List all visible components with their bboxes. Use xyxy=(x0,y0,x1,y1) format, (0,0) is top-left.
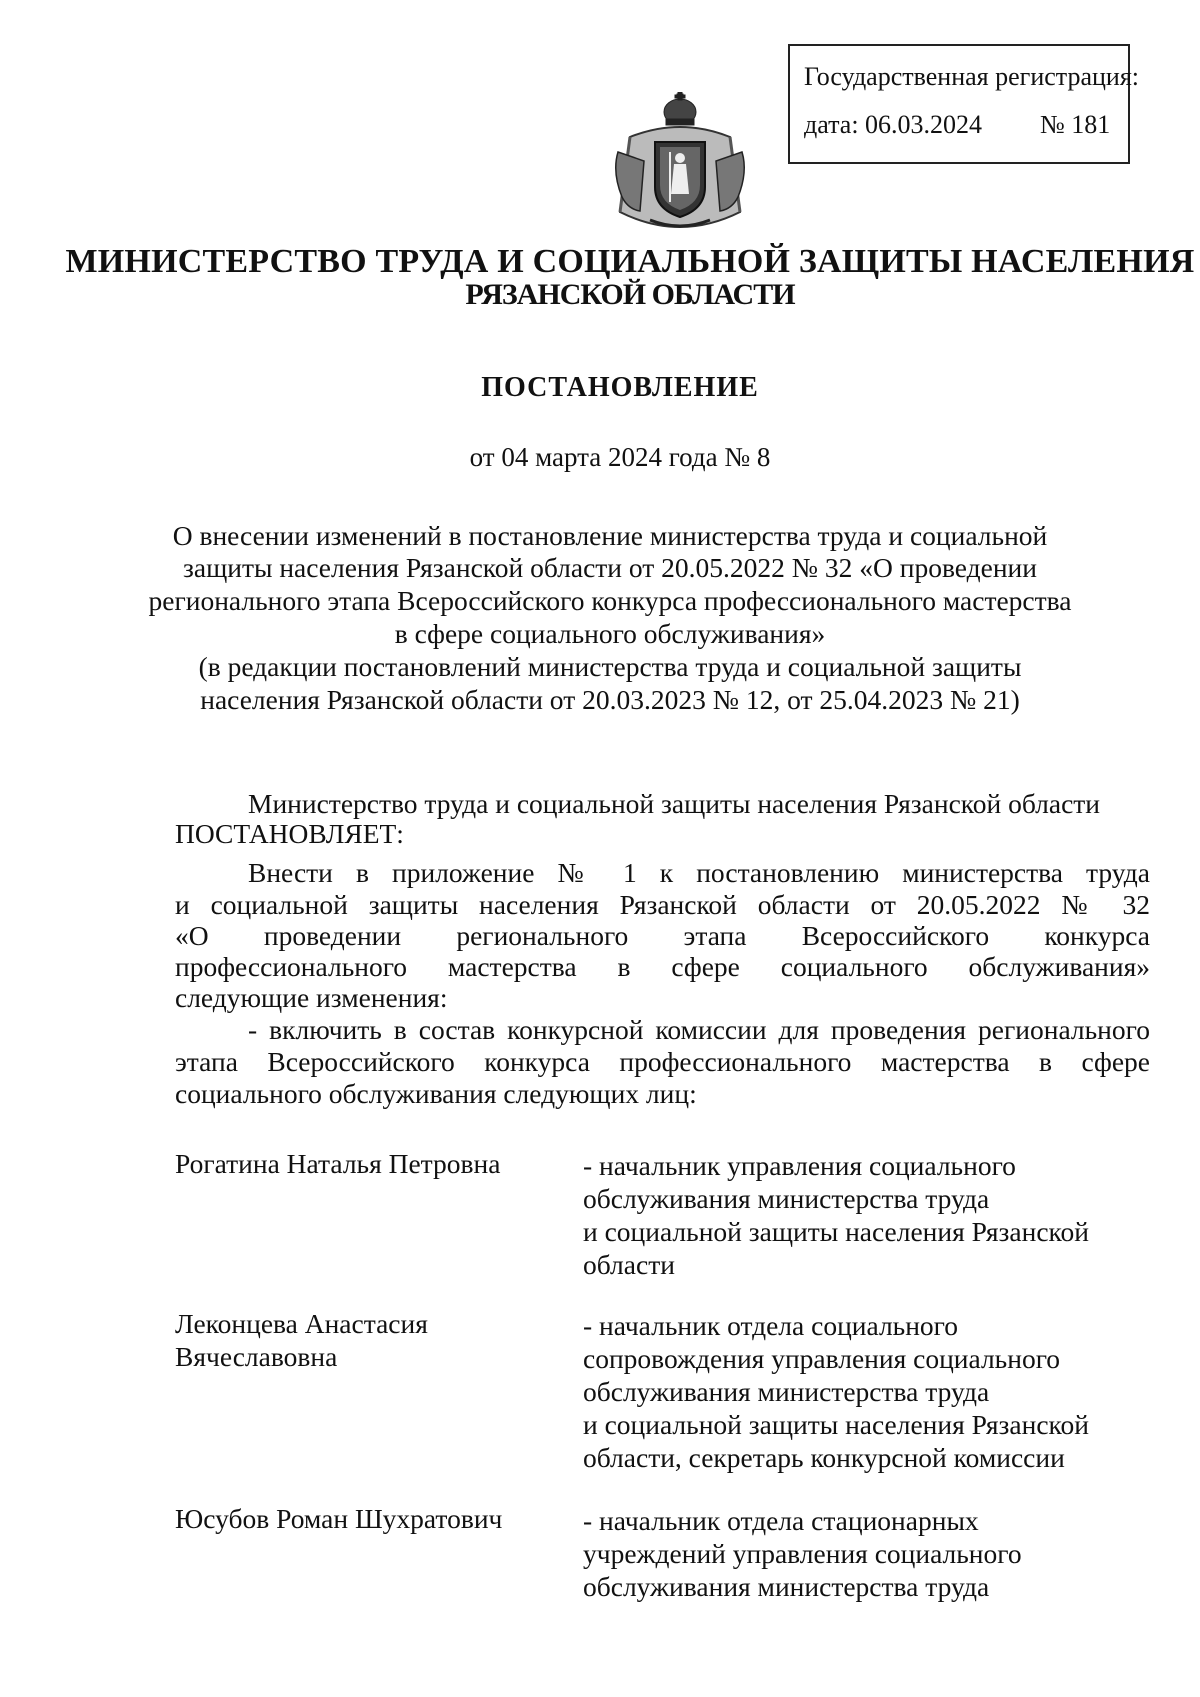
subject-line: (в редакции постановлений министерства труда и социальной защиты xyxy=(198,651,1022,682)
document-date: от 04 марта 2024 года № 8 xyxy=(469,442,771,472)
preamble-line: Министерство труда и социальной защиты населения Рязанской области xyxy=(248,788,1101,819)
member-name: Леконцева Анастасия xyxy=(175,1308,428,1339)
member-role-line: обслуживания министерства труда xyxy=(583,1571,990,1602)
registration-title: Государственная регистрация: xyxy=(804,62,1140,91)
document-type: ПОСТАНОВЛЕНИЕ xyxy=(481,372,759,403)
member-role-line: обслуживания министерства труда xyxy=(583,1376,990,1407)
registration-stamp xyxy=(788,44,1140,164)
subject-line: регионального этапа Всероссийского конкурса профессионального мастерства xyxy=(148,585,1072,616)
paragraph-line: следующие изменения: xyxy=(175,982,448,1013)
member-name: Рогатина Наталья Петровна xyxy=(175,1148,501,1179)
ryazan-coat-of-arms-icon xyxy=(600,92,760,242)
subject-line: О внесении изменений в постановление министерства труда и социальной xyxy=(172,520,1048,551)
subject-line: населения Рязанской области от 20.03.2023 № 12, от 25.04.2023 № 21) xyxy=(200,684,1020,715)
paragraph-line: профессионального мастерства в сфере социального обслуживания» xyxy=(175,951,1150,982)
subject-line: в сфере социального обслуживания» xyxy=(394,618,826,649)
subject-line: защиты населения Рязанской области от 20.05.2022 № 32 «О проведении xyxy=(183,552,1037,583)
member-role-line: - начальник управления социального xyxy=(583,1150,1016,1181)
paragraph-line: социального обслуживания следующих лиц: xyxy=(175,1078,697,1109)
member-role-line: сопровождения управления социального xyxy=(583,1343,1061,1374)
paragraph-line: этапа Всероссийского конкурса профессионального мастерства в сфере xyxy=(175,1046,1150,1077)
paragraph-line: Внести в приложение № 1 к постановлению министерства труда xyxy=(248,857,1150,888)
member-name: Вячеславовна xyxy=(175,1341,338,1372)
member-role-line: области xyxy=(583,1249,675,1280)
registration-number: № 181 xyxy=(1040,110,1111,139)
registration-date: дата: 06.03.2024 xyxy=(804,110,983,139)
member-role-line: - начальник отдела стационарных xyxy=(583,1505,979,1536)
member-role-line: и социальной защиты населения Рязанской xyxy=(583,1216,1089,1247)
member-name: Юсубов Роман Шухратович xyxy=(175,1503,503,1534)
member-role-line: - начальник отдела социального xyxy=(583,1310,959,1341)
paragraph-line: - включить в состав конкурсной комиссии для проведения регионального xyxy=(248,1014,1150,1045)
paragraph-line: и социальной защиты населения Рязанской области от 20.05.2022 № 32 xyxy=(175,889,1150,920)
member-role-line: учреждений управления социального xyxy=(583,1538,1022,1569)
ministry-name-line1: МИНИСТЕРСТВО ТРУДА И СОЦИАЛЬНОЙ ЗАЩИТЫ НАСЕЛЕНИЯ xyxy=(65,243,1195,280)
ministry-name-line2: РЯЗАНСКОЙ ОБЛАСТИ xyxy=(465,278,795,311)
member-role-line: обслуживания министерства труда xyxy=(583,1183,990,1214)
member-role-line: и социальной защиты населения Рязанской xyxy=(583,1409,1089,1440)
preamble-decree-word: ПОСТАНОВЛЯЕТ: xyxy=(175,818,404,849)
paragraph-line: «О проведении регионального этапа Всероссийского конкурса xyxy=(175,920,1150,951)
member-role-line: области, секретарь конкурсной комиссии xyxy=(583,1442,1065,1473)
